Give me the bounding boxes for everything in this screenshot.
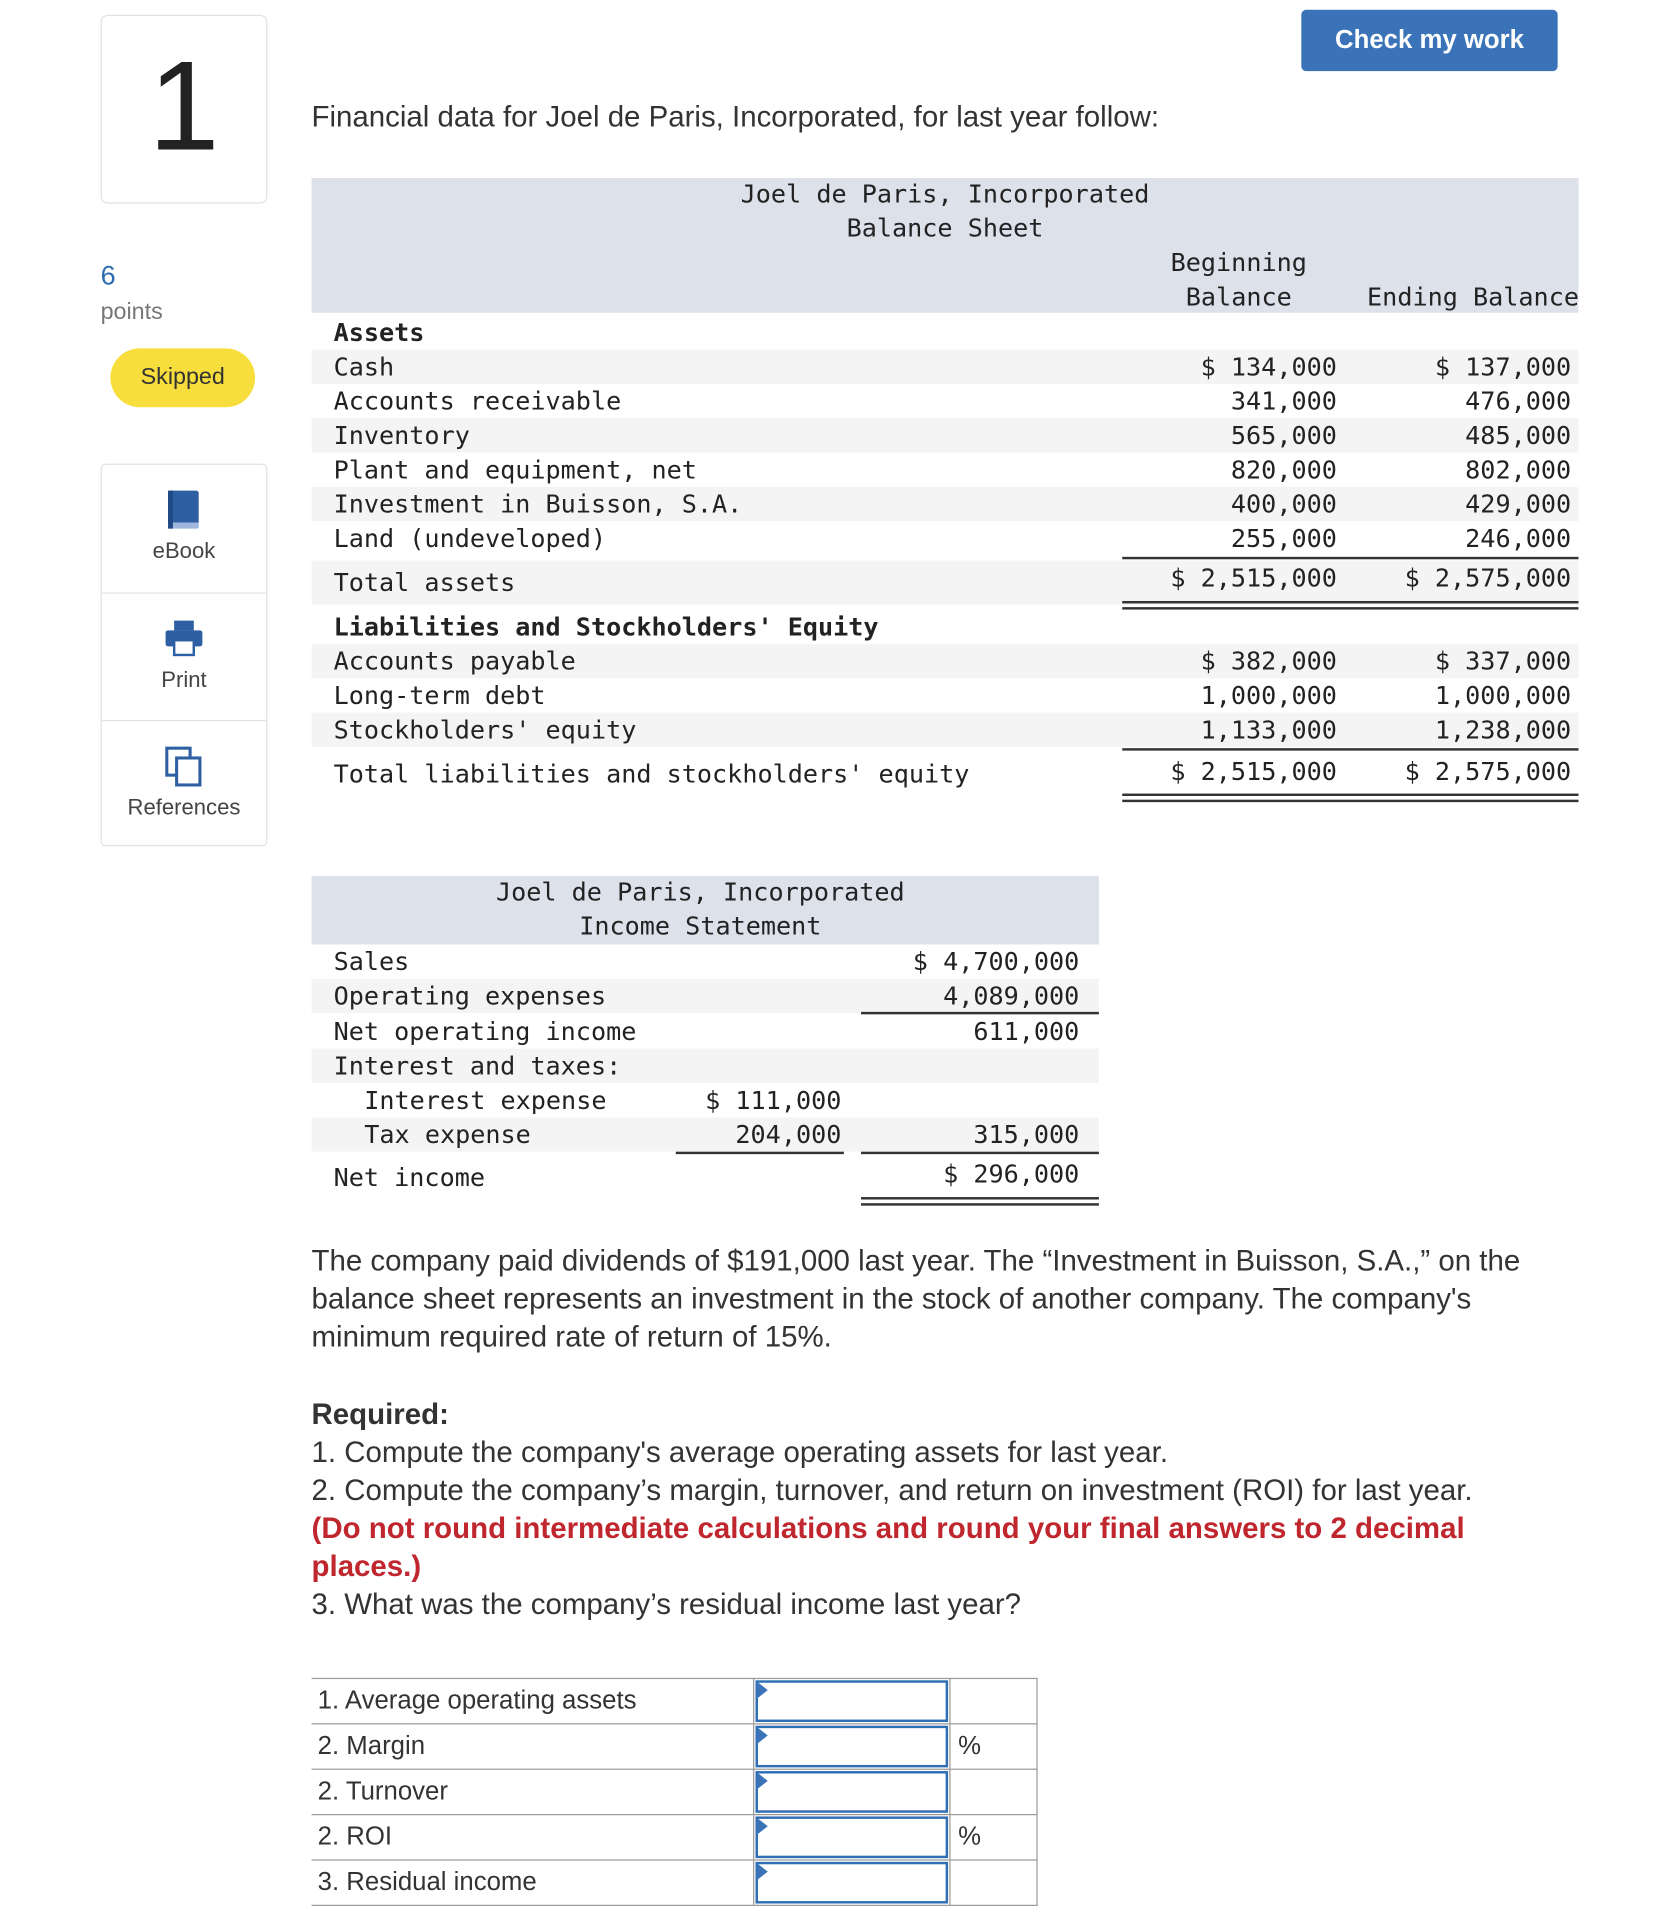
answer-unit (950, 1678, 1037, 1723)
row-label: Cash (333, 352, 395, 382)
table-row (312, 521, 1579, 555)
row-label: Interest expense (364, 1085, 607, 1115)
input-flag-icon (757, 1863, 768, 1880)
row-value: 204,000 (735, 1119, 842, 1150)
required-heading: Required: (311, 1398, 449, 1432)
row-end: 429,000 (1465, 489, 1572, 519)
table-row (312, 350, 1579, 384)
row-end: $ 137,000 (1434, 352, 1572, 382)
bs-liab-heading: Liabilities and Stockholders' Equity (333, 612, 879, 642)
income-statement-table (312, 876, 1099, 1210)
question-number: 1 (148, 35, 220, 178)
intro-text: Financial data for Joel de Paris, Incorporated, for last year follow: (311, 100, 1160, 134)
row-label: Land (undeveloped) (333, 523, 607, 554)
is-title: Income Statement (579, 911, 822, 941)
row-end: $ 2,575,000 (1404, 756, 1572, 787)
table-row (312, 1117, 1099, 1151)
table-row (312, 979, 1099, 1013)
row-begin: $ 2,515,000 (1170, 756, 1337, 787)
input-box[interactable] (755, 1862, 948, 1904)
question-number-card (101, 15, 268, 204)
print-label: Print (161, 667, 207, 692)
required-item-3: 3. What was the company’s residual income last year? (311, 1588, 1022, 1622)
row-value: $ 4,700,000 (912, 946, 1080, 977)
bs-title: Balance Sheet (846, 213, 1044, 243)
row-end: 1,238,000 (1434, 715, 1572, 745)
subtotal-rule (1122, 557, 1578, 559)
margin-input[interactable] (754, 1724, 951, 1769)
table-row-total (312, 561, 1579, 605)
row-end: 485,000 (1465, 420, 1572, 451)
average-operating-assets-input[interactable] (754, 1678, 951, 1723)
row-label: Accounts receivable (333, 386, 622, 416)
row-begin: 565,000 (1230, 420, 1337, 451)
row-value: $ 296,000 (943, 1159, 1080, 1189)
input-flag-icon (757, 1727, 768, 1744)
answer-row (312, 1724, 1037, 1769)
row-value: 4,089,000 (943, 981, 1080, 1011)
answer-row (312, 1678, 1037, 1723)
required-item-2-note: (Do not round intermediate calculations and round your final answers to 2 decimal places.) (311, 1512, 1465, 1584)
required-item-1: 1. Compute the company's average operating assets for last year. (311, 1436, 1168, 1470)
row-label: Investment in Buisson, S.A. (333, 489, 743, 519)
table-row (312, 644, 1579, 678)
input-box[interactable] (755, 1726, 948, 1768)
row-value: 611,000 (973, 1016, 1080, 1047)
row-end: 246,000 (1465, 523, 1572, 554)
table-row (312, 453, 1579, 487)
table-row (312, 384, 1579, 418)
table-row (312, 1049, 1099, 1083)
row-begin: 1,133,000 (1200, 715, 1337, 745)
table-row (312, 418, 1579, 452)
table-row (312, 487, 1579, 521)
roi-input[interactable] (754, 1815, 951, 1860)
row-label: Long-term debt (333, 680, 546, 711)
row-end: $ 337,000 (1434, 646, 1572, 676)
subtotal-rule (676, 1152, 844, 1154)
bs-assets-heading-row (312, 315, 1579, 349)
bs-col-begin-2: Balance (1185, 282, 1292, 312)
row-end: 802,000 (1465, 455, 1572, 485)
row-label: Stockholders' equity (333, 715, 637, 745)
status-badge: Skipped (110, 348, 255, 407)
table-row (312, 1014, 1099, 1048)
answer-unit: % (950, 1815, 1037, 1860)
bs-company: Joel de Paris, Incorporated (740, 179, 1150, 209)
input-box[interactable] (755, 1771, 948, 1813)
row-end: $ 2,575,000 (1404, 562, 1572, 593)
copy-icon (164, 746, 203, 794)
row-begin: 820,000 (1230, 455, 1337, 485)
row-begin: $ 134,000 (1200, 352, 1337, 382)
subtotal-rule (1122, 748, 1578, 750)
row-label: Inventory (333, 420, 470, 451)
ebook-label: eBook (152, 538, 216, 563)
row-begin: $ 382,000 (1200, 646, 1337, 676)
bs-col-end: Ending Balance (1367, 282, 1579, 312)
references-button[interactable] (102, 720, 266, 846)
residual-income-input[interactable] (754, 1860, 951, 1905)
bs-assets-heading: Assets (333, 317, 425, 348)
required-section (312, 1396, 1575, 1624)
answer-label: 3. Residual income (312, 1860, 754, 1905)
printer-icon (164, 618, 203, 663)
answer-label: 2. Turnover (312, 1769, 754, 1814)
table-row (312, 713, 1579, 747)
answer-unit: % (950, 1724, 1037, 1769)
answer-label: 1. Average operating assets (312, 1678, 754, 1723)
answer-row (312, 1815, 1037, 1860)
ebook-button[interactable] (102, 465, 266, 590)
row-label: Tax expense (364, 1119, 531, 1150)
input-flag-icon (757, 1682, 768, 1699)
row-end: 1,000,000 (1434, 680, 1572, 711)
row-label: Sales (333, 946, 410, 977)
input-flag-icon (757, 1772, 768, 1789)
answer-label: 2. ROI (312, 1815, 754, 1860)
required-item-2: 2. Compute the company’s margin, turnover, and return on investment (ROI) for last year. (311, 1474, 1473, 1508)
row-end: 476,000 (1465, 386, 1572, 416)
row-label: Accounts payable (333, 646, 576, 676)
total-double-rule (861, 1197, 1099, 1206)
row-begin: $ 2,515,000 (1170, 562, 1337, 593)
row-total: 315,000 (973, 1119, 1080, 1150)
references-label: References (127, 794, 241, 820)
is-company: Joel de Paris, Incorporated (495, 876, 905, 907)
input-box[interactable] (755, 1680, 948, 1722)
row-label: Net income (333, 1162, 485, 1193)
table-row-total (312, 1158, 1099, 1200)
row-begin: 255,000 (1230, 523, 1337, 554)
answer-unit (950, 1860, 1037, 1905)
answer-unit (950, 1769, 1037, 1814)
problem-paragraph: The company paid dividends of $191,000 last year. The “Investment in Buisson, S.A.,” on the balance sheet represents an investment in the stock of another company. The company's minimum required rate of return of 15%. (311, 1244, 1521, 1355)
row-label: Total assets (333, 567, 516, 598)
row-label: Operating expenses (333, 981, 607, 1011)
points-label: points (100, 299, 163, 326)
row-value: $ 111,000 (705, 1085, 842, 1115)
answer-label: 2. Margin (312, 1724, 754, 1769)
bs-col-begin-1: Beginning (1170, 247, 1307, 278)
answer-row (312, 1860, 1037, 1905)
row-begin: 341,000 (1230, 386, 1337, 416)
row-label: Interest and taxes: (333, 1051, 622, 1081)
total-double-rule (1122, 601, 1578, 610)
table-row-total (312, 752, 1579, 796)
points-value: 6 (100, 260, 116, 291)
check-my-work-button[interactable]: Check my work (1301, 10, 1557, 71)
print-button[interactable] (102, 592, 266, 718)
balance-sheet-table (312, 178, 1579, 806)
row-label: Plant and equipment, net (333, 455, 697, 485)
input-box[interactable] (755, 1816, 948, 1858)
table-row (312, 944, 1099, 978)
subtotal-rule (861, 1152, 1099, 1154)
table-row (312, 1083, 1099, 1117)
total-double-rule (1122, 794, 1578, 803)
answer-row (312, 1769, 1037, 1814)
row-label: Total liabilities and stockholders' equity (333, 759, 970, 789)
table-row (312, 678, 1579, 712)
row-begin: 1,000,000 (1200, 680, 1337, 711)
input-flag-icon (757, 1818, 768, 1835)
bs-liab-heading-row (312, 610, 1579, 644)
row-begin: 400,000 (1230, 489, 1337, 519)
tools-panel (101, 464, 268, 847)
turnover-input[interactable] (754, 1769, 951, 1814)
answer-table (312, 1678, 1038, 1906)
book-icon (166, 489, 203, 537)
row-label: Net operating income (333, 1016, 637, 1047)
